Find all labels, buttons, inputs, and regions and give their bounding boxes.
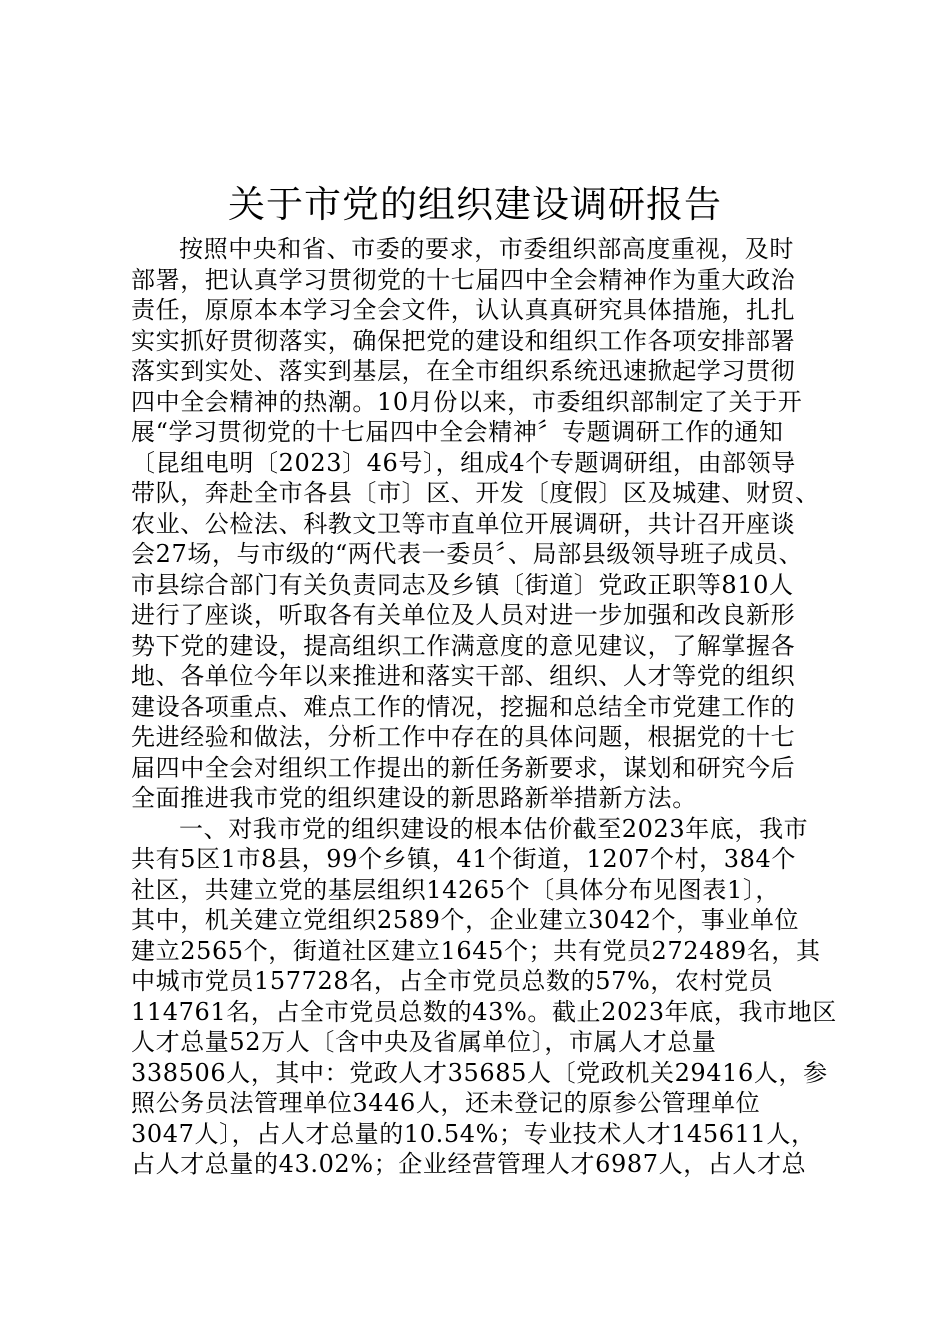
text-line: 其中，机关建立党组织2589个，企业建立3042个，事业单位 xyxy=(131,906,800,934)
paragraph-intro xyxy=(131,234,851,814)
text-line: 建设各项重点、难点工作的情况，挖掘和总结全市党建工作的 xyxy=(131,692,796,721)
text-line: 会27场，与市级的“两代表一委员〞、局部县级领导班子成员、 xyxy=(131,540,804,568)
text-line: 按照中央和省、市委的要求，市委组织部高度重视，及时 xyxy=(179,235,794,263)
text-line: 部署，把认真学习贯彻党的十七届四中全会精神作为重大政治 xyxy=(131,265,796,294)
text-line: 农业、公检法、科教文卫等市直单位开展调研，共计召开座谈 xyxy=(131,509,796,538)
text-line: 占人才总量的43.02%；企业经营管理人才6987人，占人才总 xyxy=(131,1150,807,1178)
text-line: 人才总量52万人〔含中央及省属单位〕，市属人才总量 xyxy=(131,1028,717,1056)
text-line: 展“学习贯彻党的十七届四中全会精神〞专题调研工作的通知 xyxy=(131,418,784,446)
text-line: 中城市党员157728名，占全市党员总数的57%，农村党员 xyxy=(131,967,774,995)
text-line: 实实抓好贯彻落实，确保把党的建设和组织工作各项安排部署 xyxy=(131,326,796,355)
text-line: 届四中全会对组织工作提出的新任务新要求，谋划和研究今后 xyxy=(131,753,796,782)
text-line: 落实到实处、落实到基层，在全市组织系统迅速掀起学习贯彻 xyxy=(131,357,796,385)
text-line: 带队，奔赴全市各县〔市〕区、开发〔度假〕区及城建、财贸、 xyxy=(131,479,820,507)
text-line: 114761名，占全市党员总数的43%。截止2023年底，我市地区 xyxy=(131,997,837,1026)
text-line: 3047人〕，占人才总量的10.54%；专业技术人才145611人， xyxy=(131,1119,816,1148)
text-line: 市县综合部门有关负责同志及乡镇〔街道〕党政正职等810人 xyxy=(131,570,794,599)
document-title: 关于市党的组织建设调研报告 xyxy=(228,183,722,226)
text-line: 进行了座谈，听取各有关单位及人员对进一步加强和改良新形 xyxy=(131,601,796,629)
text-line: 社区，共建立党的基层组织14265个〔具体分布见图表1〕， xyxy=(131,875,781,904)
document-body xyxy=(131,234,851,1180)
text-line: 责任，原原本本学习全会文件，认认真真研究具体措施，扎扎 xyxy=(131,296,796,324)
text-line: 照公务员法管理单位3446人，还未登记的原参公管理单位 xyxy=(131,1089,761,1117)
text-line: 先进经验和做法，分析工作中存在的具体问题，根据党的十七 xyxy=(131,723,796,751)
text-line: 共有5区1市8县，99个乡镇，41个街道，1207个村，384个 xyxy=(131,845,796,873)
paragraph-section-one xyxy=(131,814,851,1180)
text-line: 全面推进我市党的组织建设的新思路新举措新方法。 xyxy=(131,784,697,812)
text-line: 338506人，其中：党政人才35685人〔党政机关29416人，参 xyxy=(131,1058,828,1087)
text-line: 〔昆组电明〔2023〕46号〕，组成4个专题调研组，由部领导 xyxy=(131,448,796,477)
text-line: 一、对我市党的组织建设的根本估价截至2023年底，我市 xyxy=(179,814,809,843)
text-line: 势下党的建设，提高组织工作满意度的意见建议，了解掌握各 xyxy=(131,631,796,660)
text-line: 建立2565个，街道社区建立1645个；共有党员272489名，其 xyxy=(131,936,821,965)
text-line: 地、各单位今年以来推进和落实干部、组织、人才等党的组织 xyxy=(131,662,796,690)
text-line: 四中全会精神的热潮。10月份以来，市委组织部制定了关于开 xyxy=(131,387,803,416)
